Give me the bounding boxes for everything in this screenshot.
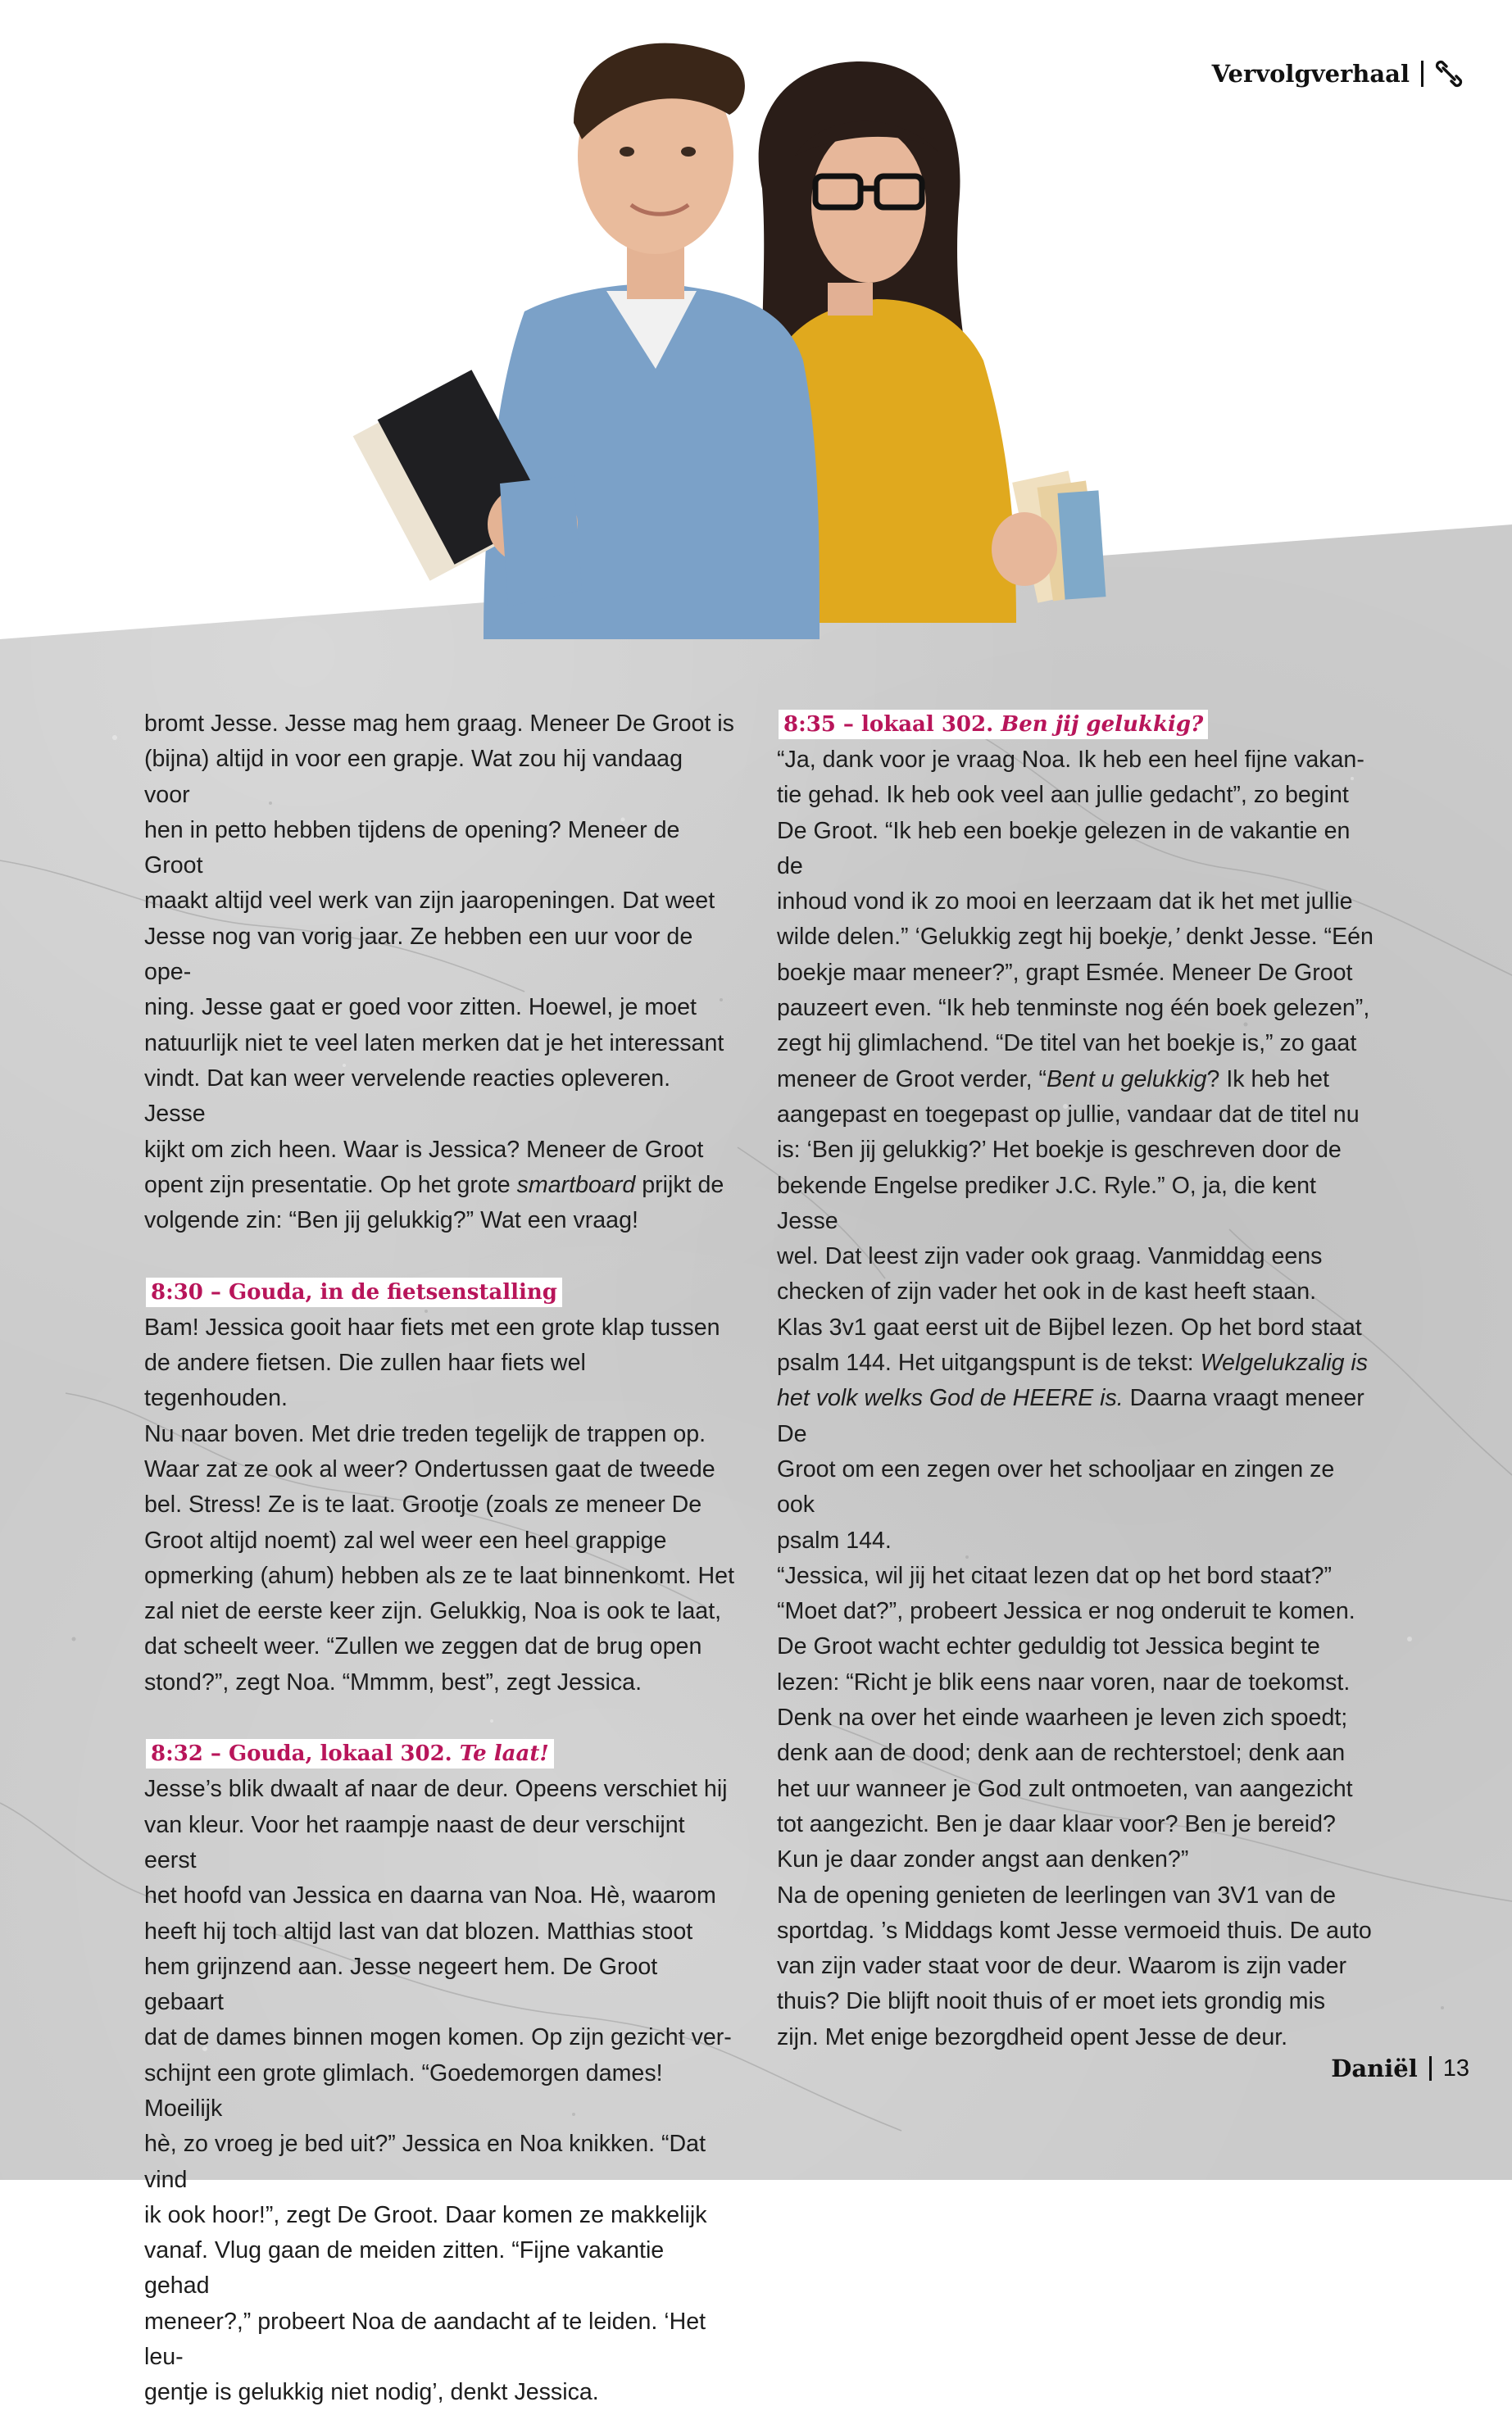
text-line: bekende Engelse prediker J.C. Ryle.” O, ja, die kent Jesse (777, 1172, 1316, 1234)
text-line: prijkt de (635, 1171, 724, 1198)
text-line: Daarna vraagt meneer De (777, 1385, 1364, 1447)
link-icon (1435, 60, 1463, 88)
text-line: meneer?,” probeert Noa de aandacht af te leiden. ‘Het leu- (144, 2308, 706, 2371)
text-line: Kun je daar zonder angst aan denken?” (777, 1846, 1189, 1873)
page-footer (1331, 2052, 1469, 2085)
header-divider (1421, 61, 1423, 87)
text-line: Groot om een zegen over het schooljaar en zingen ze ook (777, 1455, 1335, 1519)
text-line: De Groot. “Ik heb een boekje gelezen in de vakantie en de (777, 817, 1351, 879)
text-line: Bam! Jessica gooit haar fiets met een grote klap tussen (144, 1314, 720, 1341)
text-line: volgende zin: “Ben jij gelukkig?” Wat een vraag! (144, 1207, 638, 1234)
text-line: is: ‘Ben jij gelukkig?’ Het boekje is geschreven door de (777, 1137, 1342, 1164)
text-line: van kleur. Voor het raampje naast de deur verschijnt eerst (144, 1811, 685, 1873)
text-line: het uur wanneer je God zult ontmoeten, van aangezicht (777, 1775, 1353, 1802)
text-line: wilde delen.” ‘Gelukkig zegt hij boek (777, 924, 1150, 951)
emphasis: je,’ (1149, 924, 1180, 951)
text-line: heeft hij toch altijd last van dat blozen. Matthias stoot (144, 1918, 693, 1945)
text-line: “Moet dat?”, probeert Jessica er nog onderuit te komen. (777, 1598, 1355, 1625)
text-line: hen in petto hebben tijdens de opening? Meneer de Groot (144, 816, 680, 879)
text-line: de andere fietsen. Die zullen haar fiets wel tegenhouden. (144, 1350, 586, 1412)
text-line: aangepast en toegepast op jullie, vandaar dat de titel nu (777, 1101, 1360, 1128)
text-line: denkt Jesse. “Eén (1179, 924, 1374, 951)
text-line: zal niet de eerste keer zijn. Gelukkig, Noa is ook te laat, (144, 1598, 722, 1625)
text-line: natuurlijk niet te veel laten merken dat je het interessant (144, 1029, 724, 1056)
text-line: tot aangezicht. Ben je daar klaar voor? Ben je bereid? (777, 1810, 1336, 1837)
text-line: kijkt om zich heen. Waar is Jessica? Meneer de Groot (144, 1136, 704, 1163)
heading-emphasis: Ben jij gelukkig? (1001, 712, 1204, 737)
emphasis: Bent u gelukkig (1046, 1065, 1207, 1092)
heading-emphasis: Te laat! (459, 1741, 549, 1767)
text-line: Jesse’s blik dwaalt af naar de deur. Opeens verschiet hij (144, 1776, 728, 1803)
text-line: Jesse nog van vorig jaar. Ze hebben een uur voor de ope- (144, 923, 693, 986)
text-line: Na de opening genieten de leerlingen van 3V1 van de (777, 1882, 1337, 1909)
text-line: schijnt een grote glimlach. “Goedemorgen dames! Moeilijk (144, 2059, 663, 2122)
text-line: zijn. Met enige bezorgdheid opent Jesse de deur. (777, 2023, 1288, 2050)
emphasis: Welgelukzalig is (1200, 1350, 1369, 1377)
heading-text: 8:32 – Gouda, lokaal 302. (151, 1741, 460, 1767)
left-column (144, 706, 734, 2411)
text-line: pauzeert even. “Ik heb tenminste nog één boek gelezen”, (777, 995, 1370, 1022)
section-heading-fietsenstalling: 8:30 – Gouda, in de fietsenstalling (146, 1278, 562, 1307)
text-line: Klas 3v1 gaat eerst uit de Bijbel lezen. Op het bord staat (777, 1314, 1362, 1341)
text-line: “Jessica, wil jij het citaat lezen dat op het bord staat?” (777, 1562, 1333, 1589)
text-line: ning. Jesse gaat er goed voor zitten. Hoewel, je moet (144, 994, 697, 1021)
section-heading-ben-jij-gelukkig (779, 710, 1208, 739)
footer-divider (1429, 2056, 1432, 2081)
paragraph-2 (144, 1310, 734, 1700)
text-line: checken of zijn vader het ook in de kast heeft staan. (777, 1278, 1317, 1305)
text-line: inhoud vond ik zo mooi en leerzaam dat ik het met jullie (777, 888, 1353, 915)
text-line: vanaf. Vlug gaan de meiden zitten. “Fijne vakantie gehad (144, 2237, 665, 2300)
text-line: opent zijn presentatie. Op het grote (144, 1171, 517, 1198)
text-line: gentje is gelukkig niet nodig’, denkt Jessica. (144, 2379, 599, 2406)
section-heading-te-laat (146, 1739, 554, 1769)
text-line: bel. Stress! Ze is te laat. Grootje (zoals ze meneer De (144, 1492, 702, 1519)
magazine-name: Daniël (1331, 2055, 1418, 2082)
text-line: stond?”, zegt Noa. “Mmmm, best”, zegt Jessica. (144, 1669, 642, 1696)
text-line: ? Ik heb het (1206, 1065, 1329, 1092)
text-line: psalm 144. Het uitgangspunt is de tekst: (777, 1350, 1201, 1377)
text-line: opmerking (ahum) hebben als ze te laat binnenkomt. Het (144, 1562, 735, 1589)
emphasis: smartboard (516, 1171, 636, 1198)
text-line: Groot altijd noemt) zal wel weer een heel grappige (144, 1527, 667, 1554)
text-line: zegt hij glimlachend. “De titel van het boekje is,” zo gaat (777, 1030, 1357, 1057)
text-line: het hoofd van Jessica en daarna van Noa. Hè, waarom (144, 1882, 716, 1909)
text-line: vindt. Dat kan weer vervelende reacties opleveren. Jesse (144, 1065, 671, 1128)
text-line: thuis? Die blijft nooit thuis of er moet iets grondig mis (777, 1988, 1326, 2015)
text-line: dat scheelt weer. “Zullen we zeggen dat de brug open (144, 1633, 702, 1660)
text-line: ik ook hoor!”, zegt De Groot. Daar komen ze makkelijk (144, 2201, 707, 2228)
text-line: Waar zat ze ook al weer? Ondertussen gaat de tweede (144, 1455, 715, 1482)
text-line: van zijn vader staat voor de deur. Waarom is zijn vader (777, 1953, 1347, 1980)
text-line: “Ja, dank voor je vraag Noa. Ik heb een heel fijne vakan- (777, 747, 1364, 773)
text-line: hè, zo vroeg je bed uit?” Jessica en Noa knikken. “Dat vind (144, 2131, 706, 2193)
text-line: maakt altijd veel werk van zijn jaaropeningen. Dat weet (144, 888, 715, 915)
text-line: Denk na over het einde waarheen je leven zich spoedt; (777, 1705, 1348, 1732)
heading-text: 8:35 – lokaal 302. (783, 712, 1001, 737)
text-line: lezen: “Richt je blik eens naar voren, naar de toekomst. (777, 1669, 1351, 1696)
text-line: tie gehad. Ik heb ook veel aan jullie gedacht”, zo begint (777, 782, 1349, 809)
paragraph-1 (144, 706, 734, 1238)
text-line: hem grijnzend aan. Jesse negeert hem. De Groot gebaart (144, 1953, 658, 2016)
right-column (777, 706, 1375, 2055)
teen-students-with-books-photo (303, 16, 1164, 639)
text-line: psalm 144. (777, 1527, 892, 1554)
text-line: bromt Jesse. Jesse mag hem graag. Meneer De Groot is (144, 711, 734, 737)
text-line: denk aan de dood; denk aan de rechterstoel; denk aan (777, 1740, 1346, 1767)
paragraph-3 (144, 1772, 734, 2410)
text-line: (bijna) altijd in voor een grapje. Wat zou hij vandaag voor (144, 746, 683, 808)
section-label: Vervolgverhaal (1211, 60, 1410, 88)
text-line: sportdag. ’s Middags komt Jesse vermoeid thuis. De auto (777, 1917, 1372, 1944)
section-tag (1212, 57, 1463, 90)
text-line: Nu naar boven. Met drie treden tegelijk de trappen op. (144, 1420, 706, 1447)
text-line: dat de dames binnen mogen komen. Op zijn gezicht ver- (144, 2024, 732, 2051)
text-line: De Groot wacht echter geduldig tot Jessica begint te (777, 1633, 1320, 1660)
paragraph-4 (777, 742, 1375, 2055)
text-line: wel. Dat leest zijn vader ook graag. Vanmiddag eens (777, 1243, 1323, 1270)
page-number: 13 (1442, 2055, 1469, 2082)
text-line: boekje maar meneer?”, grapt Esmée. Meneer De Groot (777, 959, 1353, 986)
emphasis: het volk welks God de HEERE is. (777, 1385, 1124, 1412)
text-line: meneer de Groot verder, “ (777, 1065, 1047, 1092)
